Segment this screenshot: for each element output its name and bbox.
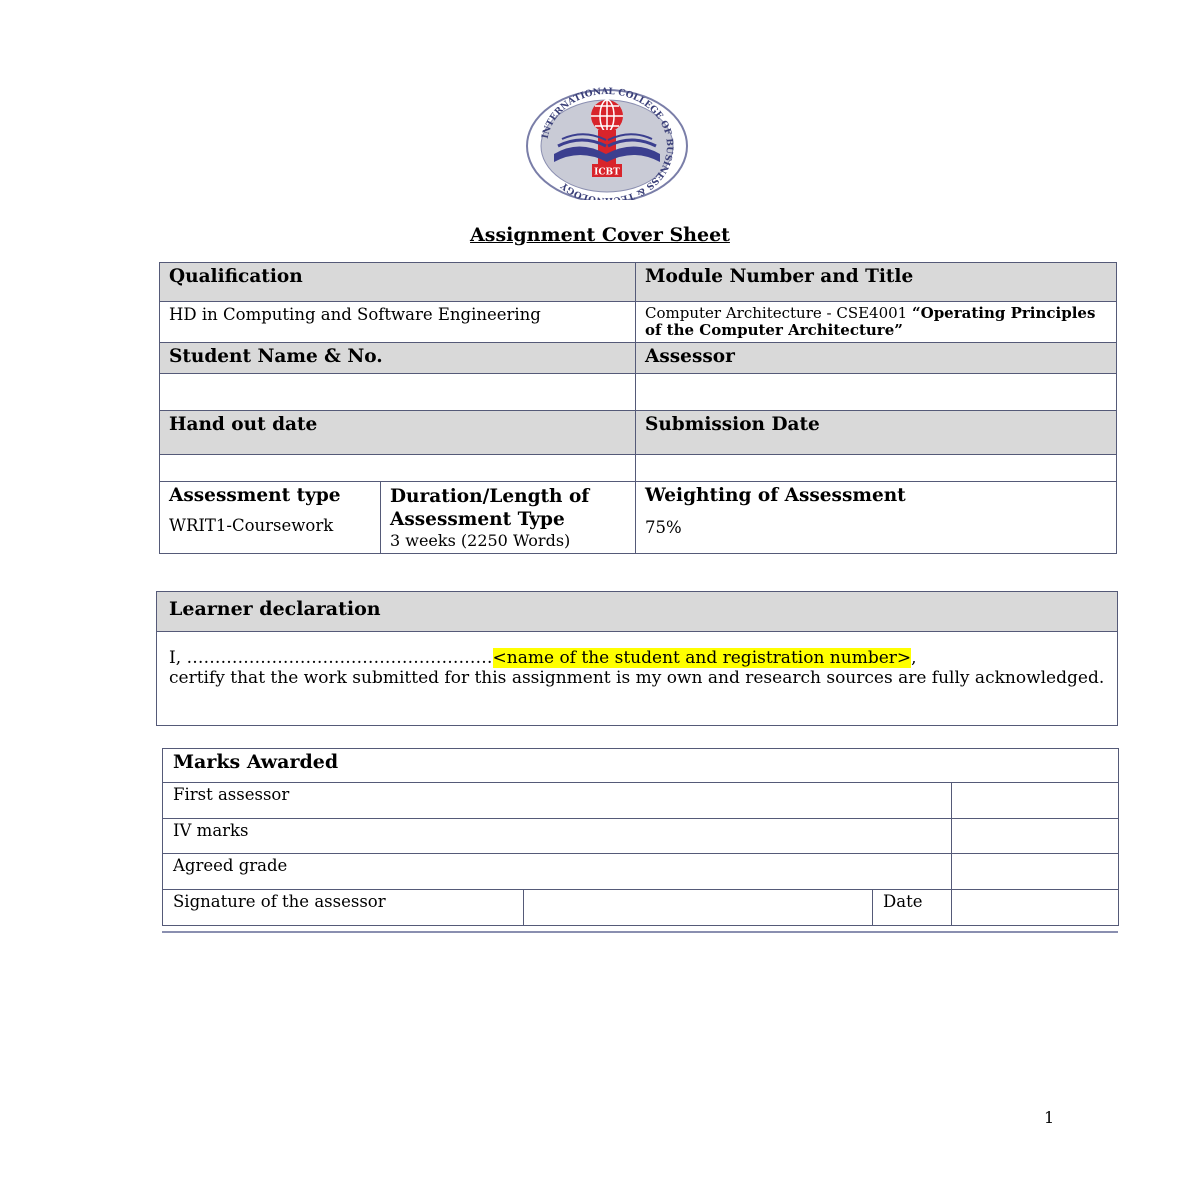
date-value[interactable] — [952, 890, 1119, 926]
module-label: Module Number and Title — [636, 263, 1117, 302]
marks-awarded-table — [162, 748, 1119, 926]
qualification-label: Qualification — [160, 263, 636, 302]
marks-heading: Marks Awarded — [163, 749, 1119, 783]
iv-marks-label: IV marks — [163, 819, 952, 854]
signature-label: Signature of the assessor — [163, 890, 524, 926]
qualification-value: HD in Computing and Software Engineering — [160, 302, 636, 343]
student-label: Student Name & No. — [160, 343, 636, 374]
assessor-value[interactable] — [636, 374, 1117, 411]
page-number: 1 — [1044, 1108, 1055, 1127]
handout-label: Hand out date — [160, 411, 636, 455]
first-assessor-label: First assessor — [163, 783, 952, 819]
svg-text:INTERNATIONAL COLLEGE OF BUSIN: INTERNATIONAL COLLEGE OF BUSINESS & TECHNOLOGY — [540, 86, 675, 200]
footer-divider — [162, 931, 1118, 933]
date-label: Date — [873, 890, 952, 926]
weighting-label: Weighting of Assessment — [645, 485, 906, 506]
declaration-body — [157, 632, 1118, 726]
weighting-cell — [636, 482, 1117, 554]
agreed-grade-value[interactable] — [952, 854, 1119, 890]
duration-label: Duration/Length of Assessment Type — [390, 486, 590, 530]
duration-value: 3 weeks (2250 Words) — [390, 531, 571, 550]
module-value-bold: “Operating Principles of the Computer Architecture” — [645, 304, 1096, 339]
learner-declaration-table — [156, 591, 1118, 726]
module-value — [636, 302, 1117, 343]
module-value-plain: Computer Architecture - CSE4001 — [645, 304, 912, 322]
assessment-type-value: WRIT1-Coursework — [169, 516, 334, 535]
document-title: Assignment Cover Sheet — [470, 224, 730, 246]
agreed-grade-label: Agreed grade — [163, 854, 952, 890]
iv-marks-value[interactable] — [952, 819, 1119, 854]
submission-value[interactable] — [636, 455, 1117, 482]
submission-label: Submission Date — [636, 411, 1117, 455]
student-name-placeholder[interactable]: <name of the student and registration number> — [492, 648, 912, 668]
signature-value[interactable] — [524, 890, 873, 926]
assessment-type-label: Assessment type — [169, 485, 341, 506]
declaration-text: certify that the work submitted for this assignment is my own and research sources are fully acknowledged. — [169, 668, 1105, 688]
first-assessor-value[interactable] — [952, 783, 1119, 819]
assessment-type-cell — [160, 482, 381, 554]
declaration-heading: Learner declaration — [157, 592, 1118, 632]
cover-details-table — [159, 262, 1117, 554]
student-value[interactable] — [160, 374, 636, 411]
handout-value[interactable] — [160, 455, 636, 482]
declaration-prefix: I, ……………………………………………… — [169, 648, 493, 668]
declaration-suffix: , — [911, 648, 917, 668]
assessor-label: Assessor — [636, 343, 1117, 374]
college-logo — [524, 84, 690, 200]
weighting-value: 75% — [645, 518, 682, 537]
duration-cell — [381, 482, 636, 554]
svg-text:ICBT: ICBT — [594, 167, 620, 178]
